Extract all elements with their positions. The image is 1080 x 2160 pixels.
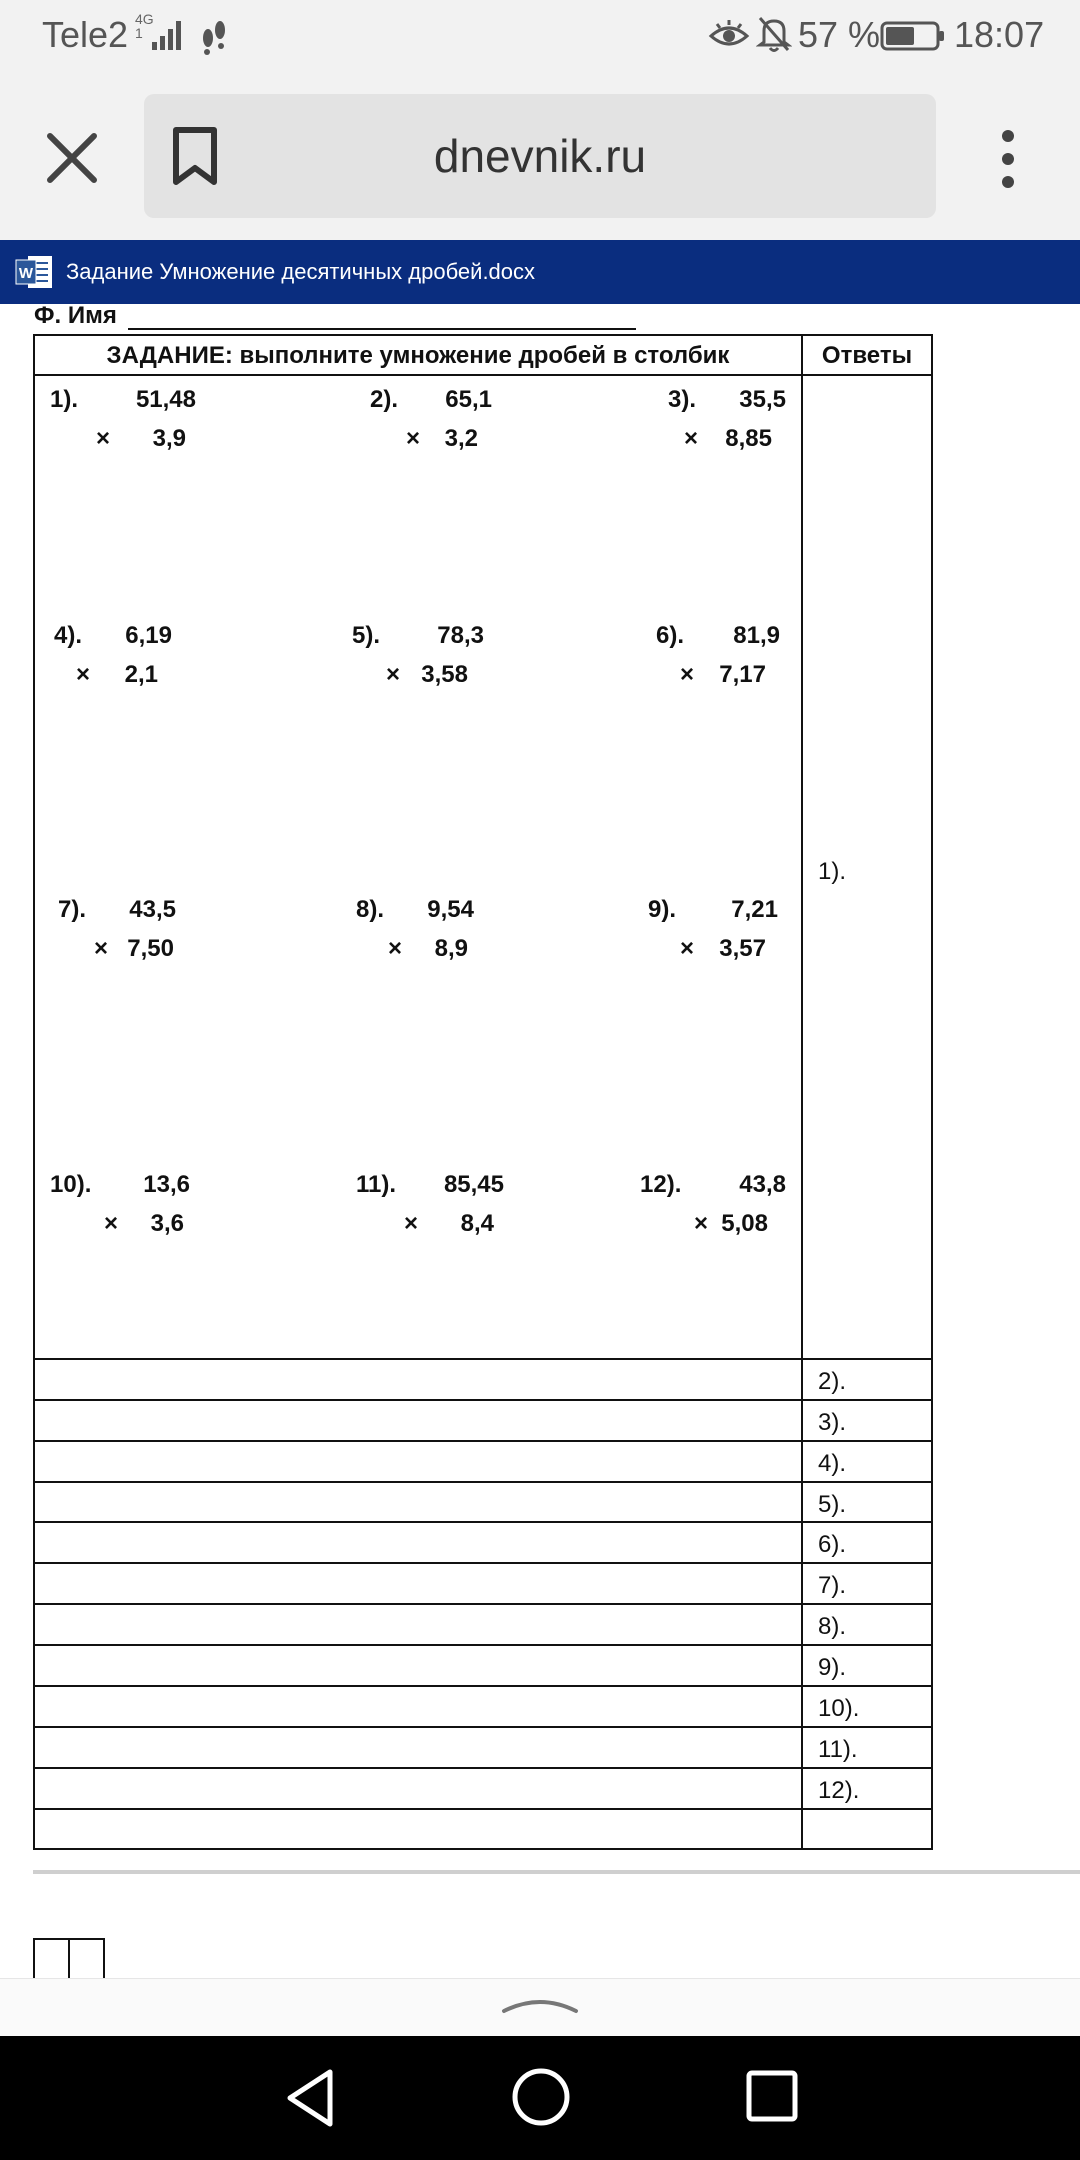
multiply-sign: × <box>680 935 695 962</box>
problem-number: 12). <box>640 1171 682 1198</box>
multiplier: 8,85 <box>725 425 772 452</box>
clock: 18:07 <box>954 14 1045 55</box>
problem-number: 10). <box>50 1171 92 1198</box>
table-border-right <box>931 334 933 1850</box>
problem-number: 8). <box>356 896 385 923</box>
multiplicand: 35,5 <box>739 386 786 413</box>
table-row-line <box>33 1603 933 1605</box>
multiplier: 7,17 <box>719 661 766 688</box>
name-underline <box>128 328 636 330</box>
multiplier: 8,9 <box>434 935 468 962</box>
close-icon[interactable] <box>40 126 104 190</box>
walking-icon <box>198 16 232 56</box>
problem-number: 7). <box>58 896 87 923</box>
task-header: ЗАДАНИЕ: выполните умножение дробей в столбик <box>106 342 730 369</box>
multiply-sign: × <box>680 661 695 688</box>
table-border-left <box>33 334 35 1850</box>
multiplicand: 81,9 <box>733 622 780 649</box>
word-icon <box>14 254 54 290</box>
multiplicand: 43,8 <box>739 1171 786 1198</box>
multiplier: 3,9 <box>152 425 186 452</box>
problem-number: 2). <box>370 386 399 413</box>
status-bar <box>0 0 1080 72</box>
multiply-sign: × <box>388 935 403 962</box>
multiply-sign: × <box>694 1210 709 1237</box>
table-row-line <box>33 1481 933 1483</box>
table-row-line <box>33 1808 933 1810</box>
multiplier: 7,50 <box>127 935 174 962</box>
battery-percent: 57 % <box>798 14 881 55</box>
multiply-sign: × <box>76 661 91 688</box>
multiplier: 2,1 <box>124 661 158 688</box>
multiply-sign: × <box>94 935 109 962</box>
table-row-line <box>33 1726 933 1728</box>
table-row-line <box>33 1685 933 1687</box>
bell-off-icon <box>756 14 792 54</box>
table-column-divider <box>68 1940 70 1982</box>
url-text[interactable]: dnevnik.ru <box>433 130 647 182</box>
answer-label: 10). <box>818 1695 860 1722</box>
problem-number: 5). <box>352 622 381 649</box>
table-row-line <box>33 1358 933 1360</box>
document-title: Задание Умножение десятичных дробей.docx <box>66 259 536 284</box>
browser-toolbar <box>0 72 1080 240</box>
answer-label: 4). <box>818 1450 847 1477</box>
name-label: Ф. Имя <box>34 302 117 329</box>
multiplicand: 43,5 <box>129 896 176 923</box>
battery-icon <box>880 20 946 52</box>
multiplier: 3,2 <box>444 425 478 452</box>
answer-label: 9). <box>818 1654 847 1681</box>
recent-apps-icon[interactable] <box>744 2068 800 2124</box>
table-border-bottom <box>33 1848 933 1850</box>
multiply-sign: × <box>96 425 111 452</box>
more-vert-icon[interactable] <box>990 124 1026 194</box>
signal-icon <box>150 16 186 52</box>
table-row-line <box>33 1440 933 1442</box>
eye-icon <box>708 18 750 54</box>
multiplicand: 78,3 <box>437 622 484 649</box>
multiply-sign: × <box>404 1210 419 1237</box>
answer-label: 5). <box>818 1491 847 1518</box>
multiplier: 5,08 <box>721 1210 768 1237</box>
carrier-label: Tele2 <box>42 14 129 55</box>
multiplier: 3,6 <box>150 1210 184 1237</box>
answer-label: 1). <box>818 858 847 885</box>
table-column-divider <box>801 334 803 1850</box>
answer-label: 11). <box>818 1736 858 1763</box>
answer-label: 12). <box>818 1777 860 1804</box>
chevron-up-icon[interactable] <box>500 1991 580 2015</box>
table-row-line <box>33 1562 933 1564</box>
multiplicand: 85,45 <box>443 1171 504 1198</box>
problem-number: 1). <box>50 386 79 413</box>
multiplicand: 51,48 <box>135 386 196 413</box>
problem-number: 4). <box>54 622 83 649</box>
table-row-line <box>33 1644 933 1646</box>
multiplicand: 6,19 <box>125 622 172 649</box>
svg-text:W: W <box>18 265 34 282</box>
answer-label: 2). <box>818 1368 847 1395</box>
multiply-sign: × <box>684 425 699 452</box>
answer-label: 3). <box>818 1409 847 1436</box>
multiplicand: 13,6 <box>143 1171 190 1198</box>
next-page-table-fragment <box>33 1938 105 1982</box>
network-sub-label: 1 <box>135 25 143 41</box>
home-icon[interactable] <box>510 2066 572 2128</box>
problem-number: 11). <box>356 1171 397 1198</box>
multiplier: 3,57 <box>719 935 766 962</box>
answers-header: Ответы <box>821 342 913 369</box>
problem-number: 6). <box>656 622 685 649</box>
problem-number: 3). <box>668 386 697 413</box>
multiply-sign: × <box>406 425 421 452</box>
network-type-label: 4G <box>135 11 154 27</box>
multiplier: 8,4 <box>460 1210 494 1237</box>
page-divider <box>33 1870 1080 1874</box>
bottom-sheet-handle[interactable] <box>0 1978 1080 2037</box>
answer-label: 8). <box>818 1613 847 1640</box>
problem-number: 9). <box>648 896 677 923</box>
table-row-line <box>33 1767 933 1769</box>
table-header-divider <box>33 374 933 376</box>
address-bar[interactable] <box>144 94 936 218</box>
table-row-line <box>33 1399 933 1401</box>
back-icon[interactable] <box>280 2066 340 2130</box>
multiplicand: 65,1 <box>445 386 492 413</box>
multiply-sign: × <box>104 1210 119 1237</box>
document-header <box>0 240 1080 304</box>
multiplier: 3,58 <box>421 661 468 688</box>
multiplicand: 7,21 <box>731 896 778 923</box>
table-row-line <box>33 1521 933 1523</box>
answer-label: 7). <box>818 1572 847 1599</box>
multiply-sign: × <box>386 661 401 688</box>
multiplicand: 9,54 <box>427 896 474 923</box>
answer-label: 6). <box>818 1531 847 1558</box>
system-nav-bar <box>0 2036 1080 2160</box>
